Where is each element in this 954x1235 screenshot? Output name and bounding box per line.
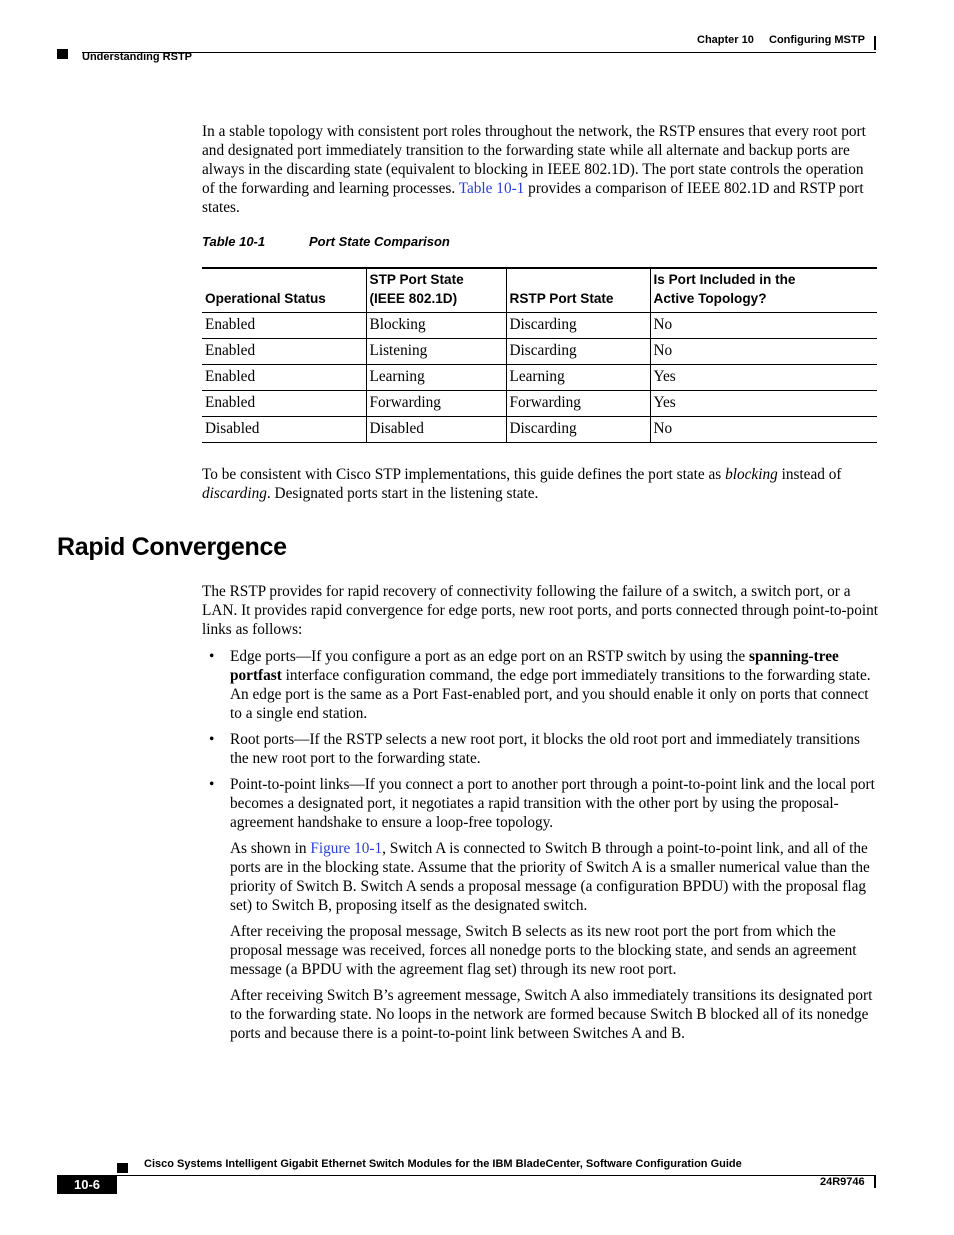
cell-active: No xyxy=(650,338,877,364)
footer-marker xyxy=(117,1163,128,1173)
header-chapter-title: Configuring MSTP xyxy=(769,34,865,46)
bullet-icon: • xyxy=(209,648,215,665)
page-number: 10-6 xyxy=(57,1175,117,1194)
list-item: • Point-to-point links—If you connect a port to another port through a point-to-point link and the local port becomes a designated port, it negotiates a rapid transition with the other port by using the proposal-agreement handshake to ensure a loop-free topology. xyxy=(209,776,875,831)
command-spanning-tree-portfast: spanning-tree portfast xyxy=(230,648,839,684)
header-marker xyxy=(57,49,68,59)
bullet-list xyxy=(202,647,878,832)
bullet-icon: • xyxy=(209,776,215,793)
footer-bar xyxy=(874,1175,876,1188)
cell-stp: Forwarding xyxy=(366,390,506,416)
footer-doc-number: 24R9746 xyxy=(820,1176,865,1188)
table-link[interactable]: Table 10-1 xyxy=(458,180,525,197)
cell-active: Yes xyxy=(650,364,877,390)
cell-rstp: Discarding xyxy=(506,338,650,364)
table-header-row xyxy=(202,268,877,312)
intro-text-end: provides a comparison of IEEE 802.1D and RSTP port states. xyxy=(202,180,864,216)
list-item: • Root ports—If the RSTP selects a new root port, it blocks the old root port and immediately transitions the new root port to the forwarding state. xyxy=(209,731,860,767)
header-section: Understanding RSTP xyxy=(82,51,193,63)
cell-status: Enabled xyxy=(205,393,256,411)
header-chapter: Chapter 10 xyxy=(697,34,754,46)
cell-status: Enabled xyxy=(205,367,256,385)
bullet-icon: • xyxy=(209,731,215,748)
cell-stp: Learning xyxy=(366,364,506,390)
table-row xyxy=(202,312,877,338)
section-body xyxy=(202,582,878,1050)
cell-status: Enabled xyxy=(205,341,256,359)
cell-status: Disabled xyxy=(205,419,260,437)
footer-title: Cisco Systems Intelligent Gigabit Ethernet Switch Modules for the IBM BladeCenter, Software Configuration Guide xyxy=(144,1158,742,1170)
header-stp-port-state: STP Port State (IEEE 802.1D) xyxy=(366,268,506,312)
header-rule xyxy=(82,52,876,53)
cell-rstp: Forwarding xyxy=(506,390,650,416)
table-row xyxy=(202,364,877,390)
cell-stp: Disabled xyxy=(366,416,506,442)
sub-paragraph: After receiving Switch B’s agreement message, Switch A also immediately transitions its designated port to the forwarding state. No loops in the network are formed because Switch B blocked all of its nonedge ports and because there is a point-to-point link between Switches A and B. xyxy=(230,987,873,1042)
emphasis-discarding: discarding xyxy=(202,485,267,502)
cell-rstp: Discarding xyxy=(506,416,650,442)
intro-paragraph xyxy=(202,122,878,217)
table-row xyxy=(202,416,877,442)
header-active-topology: Is Port Included in the Active Topology? xyxy=(650,268,877,312)
emphasis-blocking: blocking xyxy=(725,466,778,483)
header-bar xyxy=(874,36,876,50)
cell-rstp: Learning xyxy=(506,364,650,390)
cell-stp: Listening xyxy=(366,338,506,364)
table-row xyxy=(202,390,877,416)
port-state-table xyxy=(202,267,877,443)
header-rstp-port-state: RSTP Port State xyxy=(506,268,650,312)
list-item: • Edge ports—If you configure a port as an edge port on an RSTP switch by using the spanning-tree portfast interface configuration command, the edge port immediately transitions to the forwarding state. An edge port is the same as a Port Fast-enabled port, and you should enable it only on ports that connect to a single end station. xyxy=(209,648,871,722)
footer-rule xyxy=(57,1175,876,1176)
figure-link[interactable]: Figure 10-1 xyxy=(310,840,383,857)
table-caption-number: Table 10-1 xyxy=(202,234,266,249)
section-title: Rapid Convergence xyxy=(57,533,287,561)
cell-status: Enabled xyxy=(205,315,256,333)
section-intro: The RSTP provides for rapid recovery of connectivity following the failure of a switch, a switch port, or a LAN. It provides rapid convergence for edge ports, new root ports, and ports connected through point-to-point links as follows: xyxy=(202,583,879,638)
table-row xyxy=(202,338,877,364)
sub-paragraph: After receiving the proposal message, Switch B selects as its new root port the port from which the proposal message was received, forces all nonedge ports to the blocking state, and sends an agreement message (a BPDU with the agreement flag set) through its new root port. xyxy=(230,923,857,978)
cell-active: No xyxy=(650,312,877,338)
cell-rstp: Discarding xyxy=(506,312,650,338)
consistency-paragraph: To be consistent with Cisco STP implementations, this guide defines the port state as blocking instead of discarding. Designated ports start in the listening state. xyxy=(202,466,842,502)
cell-active: No xyxy=(650,416,877,442)
cell-active: Yes xyxy=(650,390,877,416)
table-caption-title: Port State Comparison xyxy=(309,234,450,249)
header-operational-status: Operational Status xyxy=(205,290,326,306)
cell-stp: Blocking xyxy=(366,312,506,338)
sub-paragraph: As shown in Figure 10-1, Switch A is connected to Switch B through a point-to-point link, and all of the ports are in the blocking state. Assume that the priority of Switch A is a smaller numerical value than the priority of Switch B. Switch A sends a proposal message (a configuration BPDU) with the proposal flag set) to Switch B, proposing itself as the designated switch. xyxy=(230,840,870,914)
intro-text: In a stable topology with consistent port roles throughout the network, the RSTP ensures that every root port and designated port immediately transition to the forwarding state while all alternate and backup ports are always in the discarding state (equivalent to blocking in IEEE 802.1D). The port state controls the operation of the forwarding and learning processes. xyxy=(202,123,866,197)
